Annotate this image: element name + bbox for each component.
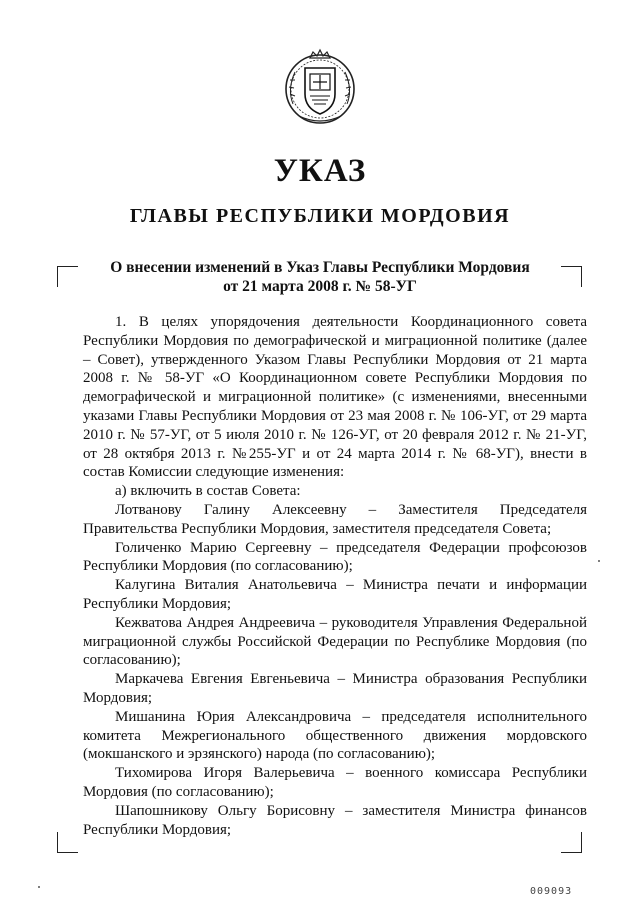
decree-heading xyxy=(100,258,540,296)
paragraph-6: Кежватова Андрея Андреевича – руководителя Управления Федеральной миграционной службы Российской Федерации по Республике Мордовия (по согласованию); xyxy=(83,614,587,669)
paragraph-5: Калугина Виталия Анатольевича – Министра печати и информации Республики Мордовия; xyxy=(83,577,587,612)
document-serial-number: 009093 xyxy=(530,886,573,897)
scan-speck xyxy=(38,886,40,888)
heading-line-2: от 21 марта 2008 г. № 58-УГ xyxy=(223,278,417,295)
paragraph-9: Тихомирова Игоря Валерьевича – военного комиссара Республики Мордовия (по согласованию); xyxy=(83,765,587,800)
heading-bracket-top-left xyxy=(57,266,78,287)
paragraph-10: Шапошникову Ольгу Борисовну – заместителя Министра финансов Республики Мордовия; xyxy=(83,802,587,838)
paragraph-8: Мишанина Юрия Александровича – председателя исполнительного комитета Межрегионального общественного движения мордовского (мокшанского и эрзянского) народа (по согласованию); xyxy=(83,708,587,763)
page-bracket-bottom-left xyxy=(57,832,78,853)
heading-line-1: О внесении изменений в Указ Главы Республики Мордовия xyxy=(110,259,530,276)
paragraph-2: а) включить в состав Совета: xyxy=(115,483,301,500)
paragraph-3: Лотванову Галину Алексеевну – Заместителя Председателя Правительства Республики Мордовия, заместителя председателя Совета; xyxy=(83,501,587,537)
heading-bracket-top-right xyxy=(561,266,582,287)
decree-issuer: ГЛАВЫ РЕСПУБЛИКИ МОРДОВИЯ xyxy=(129,205,511,227)
coat-of-arms-emblem xyxy=(277,44,363,130)
paragraph-7: Маркачева Евгения Евгеньевича – Министра образования Республики Мордовия; xyxy=(83,671,587,706)
scan-speck xyxy=(598,560,600,562)
paragraph-4: Голиченко Марию Сергеевну – председателя Федерации профсоюзов Республики Мордовия (по согласованию); xyxy=(83,539,587,575)
decree-title: УКАЗ xyxy=(273,153,367,189)
decree-body xyxy=(83,313,587,839)
paragraph-1: 1. В целях упорядочения деятельности Координационного совета Республики Мордовия по демографической и миграционной политике (далее – Совет), утвержденного Указом Главы Республики Мордовия от 21 марта 2008 г. № 58-УГ «О Координационном совете Республики Мордовия по демографической и миграционной политике» (с изменениями, внесенными указами Главы Республики Мордовия от 23 мая 2008 г. № 106-УГ, от 29 марта 2010 г. № 57-УГ, от 5 июля 2010 г. № 126-УГ, от 20 февраля 2012 г. № 21-УГ, от 28 октября 2013 г. №255-УГ и от 24 марта 2014 г. № 68-УГ), внести в состав Комиссии следующие изменения: xyxy=(83,314,587,481)
